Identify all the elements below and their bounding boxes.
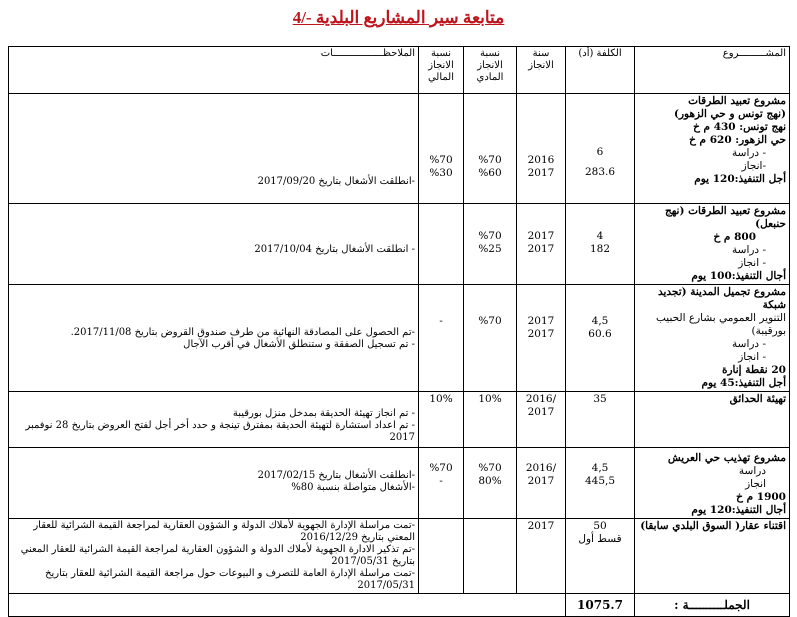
year-value: 2016 [527,154,555,166]
year-cell [517,392,566,448]
header-year: سنة الانجاز [517,47,566,94]
note-line: -الأشغال متواصلة بنسبة 80% [291,482,415,493]
cost-value: 6 [596,146,604,158]
header-notes: الملاحظـــــــــــــــــات [9,47,419,94]
notes-cell [9,448,419,519]
project-phase: - انجاز [738,351,766,363]
project-title: تهيئة الحدائق [729,393,786,405]
project-duration: أجال التنفيذ:120 يوم [691,504,786,516]
header-physical: نسبة الانجاز المادي [464,47,517,94]
year-value: 2017 [527,475,555,487]
table-row [9,392,790,448]
note-line: -انطلقت الأشغال بتاريخ 2017/09/20 [257,176,415,187]
year-value: /2016 [525,462,557,474]
year-value: 2017 [527,315,555,327]
cost-cell [566,448,635,519]
note-line: -تمت مراسلة الإدارة الجهوية لأملاك الدولة و الشؤون العقارية لمراجعة القيمة الشرائية للعقار المعني بتاريخ 2016/12/29 [33,520,415,543]
project-detail: نهج تونس: 430 م خ [693,121,786,133]
year-cell [517,519,566,594]
table-row [9,285,790,392]
project-cell [635,392,790,448]
financial-value: - [439,315,443,327]
table-row [9,519,790,594]
project-title: مشروع تجميل المدينة (تجديد شبكة [657,286,786,311]
project-phase: - انجاز [738,257,766,269]
financial-cell [419,392,464,448]
page-title: 4/- متابعة سير المشاريع البلدية [292,8,505,27]
year-cell [517,204,566,285]
notes-cell [9,285,419,392]
financial-value: - [439,475,443,487]
total-row [9,594,790,617]
notes-cell [9,204,419,285]
project-subtitle: (نهج تونس و حي الزهور) [673,108,786,120]
cost-value: 4,5 [591,315,609,327]
financial-cell [419,94,464,204]
table-row [9,94,790,204]
physical-value: %70 [478,154,502,166]
year-value: 2017 [527,328,555,340]
project-phase: - دراسة [732,244,766,256]
note-line: -انطلقت الأشغال بتاريخ 2017/02/15 [257,470,415,481]
year-value: 2017 [527,230,555,242]
cost-value: 283.6 [584,166,616,178]
cost-cell [566,519,635,594]
project-cell [635,519,790,594]
cost-value: 445,5 [584,475,616,487]
project-phase: دراسة [738,465,766,477]
project-title: مشروع تعبيد الطرقات (نهج حنبعل) [664,205,786,230]
total-empty [9,594,419,617]
note-line: - انطلقت الأشغال بتاريخ 2017/10/04 [254,244,415,255]
year-cell [517,285,566,392]
financial-value: %30 [429,167,453,179]
project-detail: حي الزهور: 620 م خ [689,134,786,146]
year-value: 2017 [527,406,555,418]
notes-cell [9,392,419,448]
total-value: 1075.7 [566,594,635,617]
physical-value: 80% [478,475,502,487]
physical-cell [464,392,517,448]
project-phase: - دراسة [732,338,766,350]
note-line: -تمت مراسلة الإدارة العامة للتصرف و البيوعات حول مراجعة القيمة الشرائية للعقار بتاريخ 2017/05/31 [45,568,415,591]
physical-cell [464,448,517,519]
table-row [9,204,790,285]
note-line: - تم تسجيل الصفقة و ستنطلق الأشغال في أقرب الآجال [183,339,415,350]
note-line: -تم تذكير الادارة الجهوية لأملاك الدولة و الشؤون العقارية لمراجعة القيمة الشرائية للعقار المعني بتاريخ 2017/05/31 [20,544,415,567]
financial-cell [419,285,464,392]
note-line: -تم الحصول على المصادقة النهائية من طرف صندوق القروض بتاريخ 2017/11/08. [70,327,415,338]
year-cell [517,448,566,519]
physical-value: 10% [478,393,502,405]
year-value: 2017 [527,167,555,179]
cost-value: 35 [593,393,607,405]
project-cell [635,94,790,204]
notes-cell [9,519,419,594]
physical-cell [464,519,517,594]
cost-value: 50 [593,520,607,532]
project-cell [635,204,790,285]
physical-cell [464,204,517,285]
project-phase: انجاز [745,478,766,490]
project-phase: - دراسة [732,147,766,159]
year-value: 2017 [527,243,555,255]
cost-value: 60.6 [588,328,612,340]
financial-cell [419,204,464,285]
total-empty [517,594,566,617]
header-project: المشـــــــــروع [635,47,790,94]
financial-value: %70 [429,462,453,474]
physical-cell [464,285,517,392]
year-value: 2017 [527,520,555,532]
physical-value: %70 [478,462,502,474]
project-title: مشروع تهذيب حي العريش [667,452,786,464]
year-value: /2016 [525,393,557,405]
year-cell [517,94,566,204]
financial-cell [419,519,464,594]
project-subtitle: التنوير العمومي بشارع الحبيب بورقيبة) [655,312,786,337]
financial-value: %70 [429,154,453,166]
project-cell [635,448,790,519]
project-cell [635,285,790,392]
physical-value: %70 [478,315,502,327]
cost-value: قسط أول [578,533,622,545]
header-financial: نسبة الانجاز المالي [419,47,464,94]
project-duration: أجل التنفيذ:120 يوم [694,173,786,185]
physical-value: %60 [478,167,502,179]
cost-cell [566,204,635,285]
project-phase: -انجاز [741,160,766,172]
total-label: الجملــــــــــة : [635,594,790,617]
cost-value: 182 [589,243,611,255]
project-detail: 1900 م خ [736,491,786,503]
financial-cell [419,448,464,519]
project-detail: 20 نقطة إنارة [721,364,786,376]
cost-cell [566,285,635,392]
cost-cell [566,94,635,204]
header-row [9,47,790,94]
physical-value: %70 [478,230,502,242]
project-title: مشروع تعبيد الطرقات [688,95,786,107]
total-empty [419,594,464,617]
cost-cell [566,392,635,448]
project-title: اقتناء عقار( السوق البلدي سابقا) [640,520,786,532]
project-duration: أجال التنفيذ:100 يوم [691,270,786,282]
note-line: - تم اعداد استشارة لتهيئة الحديقة بمفترق تينجة و حدد أخر أجل لفتح العروض بتاريخ 28 نوفمبر 2017 [25,420,415,443]
note-line: - تم انجاز تهيئة الحديقة بمدخل منزل بورقيبة [232,408,415,419]
header-cost: الكلفة (أد) [566,47,635,94]
project-detail: 800 م خ [713,231,756,243]
table-row [9,448,790,519]
projects-table [8,46,790,617]
notes-cell [9,94,419,204]
cost-value: 4 [596,230,604,242]
financial-value: 10% [429,393,453,405]
cost-value: 4,5 [591,462,609,474]
total-empty [464,594,517,617]
project-duration: أجل التنفيذ:45 يوم [701,377,786,389]
physical-value: %25 [478,243,502,255]
physical-cell [464,94,517,204]
